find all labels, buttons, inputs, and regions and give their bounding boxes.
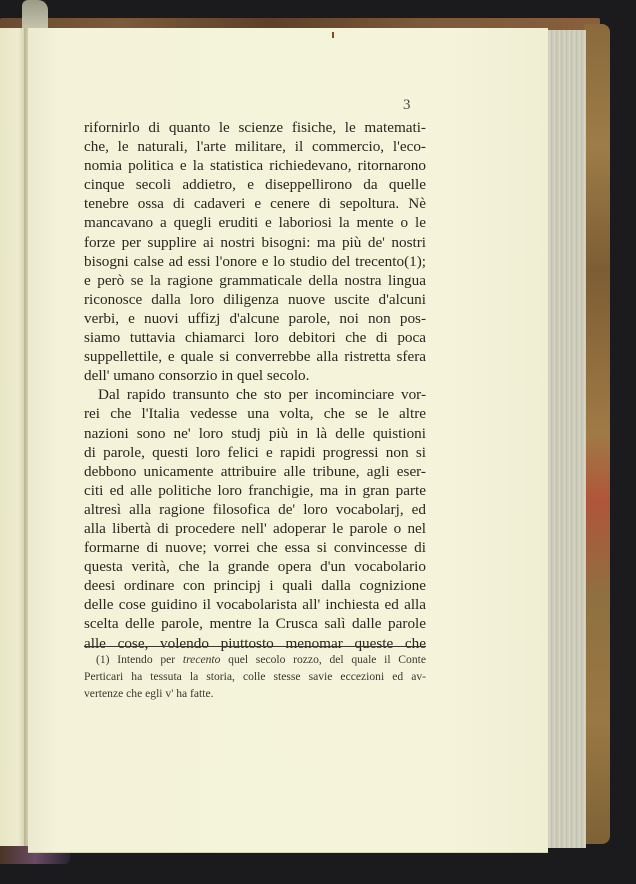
text-line: riconosce dalla loro diligenza nuove uscite d'alcuni [84,290,426,308]
text-line: bisogni calse ad essi l'onore e lo studio del trecento(1); [84,252,426,270]
text-line: alle cose, volendo piuttosto menomar queste che [84,634,426,652]
text-line: debbono unicamente attribuire alle tribune, agli eser- [84,462,426,480]
text-line-paragraph-start: Dal rapido transunto che sto per incominciare vor- [98,386,426,404]
text-line: altresì alla ragione filosofica de' loro vocabolarj, ed [84,500,426,518]
text-line: rei che l'Italia vedesse una volta, che se le altre [84,405,426,423]
text-line: che, le naturali, l'arte militare, il commercio, l'eco- [84,138,426,156]
page-number: 3 [403,97,411,113]
footnote-separator [84,646,426,647]
text-line: scelta delle parole, mentre la Crusca salì dalle parole [84,615,426,633]
footnote-text: Intendo per [117,653,183,666]
text-line: questa verità, che la grande opera d'un vocabolario [84,558,426,576]
text-line: suppellettile, e quale si converrebbe alla ristretta sfera [84,348,426,366]
text-line: citi ed alle politiche loro franchigie, ma in gran parte [84,481,426,499]
text-line: forze per supplire ai nostri bisogni: ma più de' nostri [84,233,426,251]
footnote [84,651,426,702]
text-line-paragraph-end: dell' umano consorzio in quel secolo. [84,367,310,385]
footnote-line: vertenze che egli v' ha fatte. [84,687,214,700]
book-cover-edge [584,24,610,844]
text-line: nomia politica e la statistica richiedevano, ritornarono [84,157,426,175]
text-line: formarne di nuove; vorrei che essa si convincesse di [84,539,426,557]
text-line: verbi, e nuovi uffizj d'alcune parole, noi non pos- [84,309,426,327]
text-line: deesi ordinare con principj i quali dalla cognizione [84,577,426,595]
text-line: e però se la ragione grammaticale della nostra lingua [84,271,426,289]
page-block-edge [547,30,586,848]
text-line: rifornirlo di quanto le scienze fisiche, le matemati- [84,119,426,136]
text-line: tenebre ossa di cadaveri e cenere di sepoltura. Nè [84,195,426,213]
text-line: cinque secoli addietro, e diseppellirono da quelle [84,176,426,194]
bookmark-ribbon [22,0,48,30]
left-page-edge [0,28,26,848]
text-line: nazioni sono ne' loro studj più in là delle quistioni [84,424,426,442]
text-line: mancavano a quegli eruditi e laboriosi la mente o le [84,214,426,232]
text-line: siamo tuttavia chiamarci loro debitori che di poca [84,329,426,347]
text-line: di parole, questi loro felici e rapidi progressi non si [84,443,426,461]
ink-mark [332,32,334,38]
body-lines [84,118,426,653]
text-line: alla libertà di procedere nell' adoperar le parole o nel [84,519,426,537]
footnote-line [84,651,426,668]
footnote-italic-term: trecento [182,653,221,666]
footnote-marker: (1) [96,653,110,666]
footnote-text: quel secolo rozzo, del quale il Conte [220,653,426,666]
footnote-line: Perticari ha tessuta la storia, colle stesse savie eccezioni ed av- [84,670,426,683]
text-line: delle cose guidino il vocabolarista all' inchiesta ed alla [84,596,426,614]
